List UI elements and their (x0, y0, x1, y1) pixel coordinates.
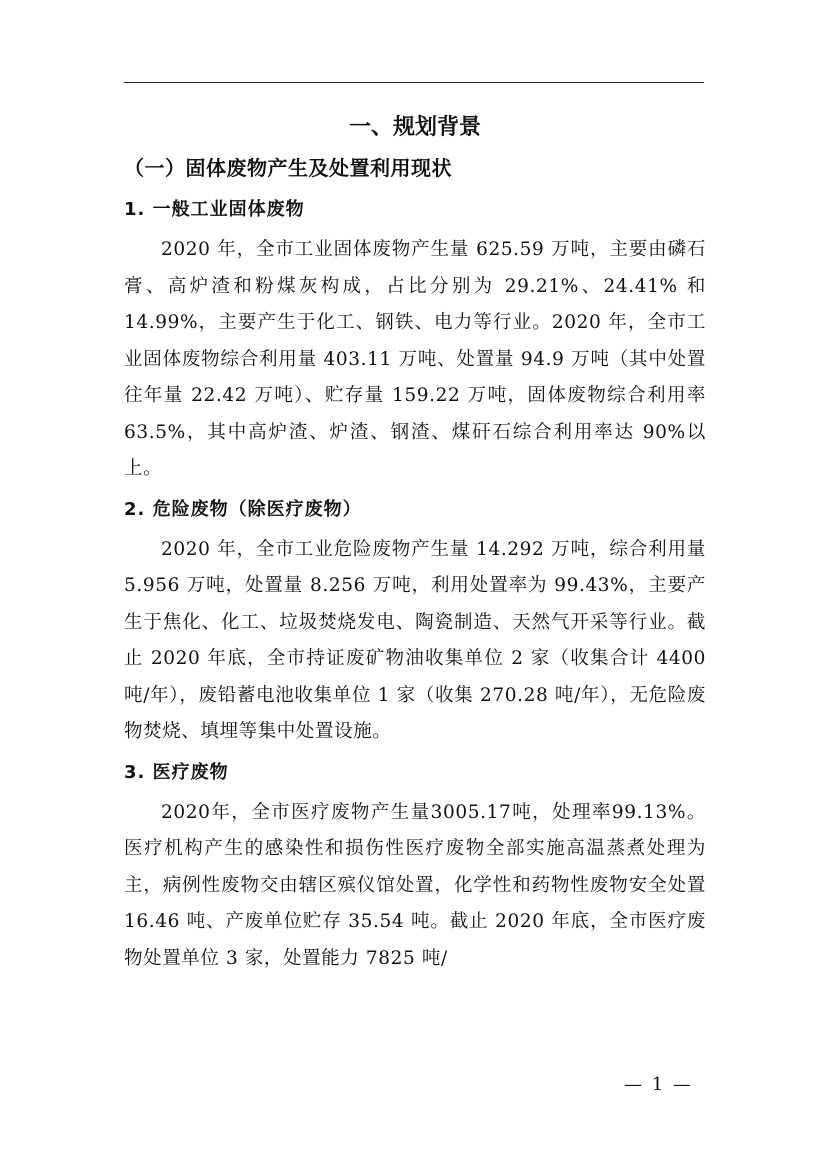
paragraph-general-industrial: 2020 年，全市工业固体废物产生量 625.59 万吨，主要由磷石膏、高炉渣和粉煤灰构成，占比分别为 29.21%、24.41% 和 14.99%，主要产生于化工、钢铁、电力等行业。2020 年，全市工业固体废物综合利用量 403.11 万吨、处置量 94.9 万吨（其中处置往年量 22.42 万吨）、贮存量 159.22 万吨，固体废物综合利用率 63.5%，其中高炉渣、炉渣、钢渣、煤矸石综合利用率达 90%以上。 (124, 239, 706, 479)
document-title: 一、规划背景 (348, 115, 481, 140)
subsection-heading-hazardous: 2. 危险废物（除医疗废物） (124, 498, 362, 520)
header-rule (124, 82, 704, 83)
subsection-heading-medical: 3. 医疗废物 (124, 761, 229, 783)
subsection-heading-general-industrial: 1. 一般工业固体废物 (124, 199, 305, 220)
paragraph-medical: 2020年，全市医疗废物产生量3005.17吨，处理率99.13%。医疗机构产生的感染性和损伤性医疗废物全部实施高温蒸煮处理为主，病例性废物交由辖区殡仪馆处置，化学性和药物性废物安全处置 16.46 吨、产废单位贮存 35.54 吨。截止 2020 年底，全市医疗废物处置单位 3 家，处置能力 7825 吨/ (124, 801, 706, 969)
page-number: — 1 — (624, 1074, 693, 1095)
document-body (124, 108, 706, 977)
paragraph-hazardous: 2020 年，全市工业危险废物产生量 14.292 万吨，综合利用量 5.956 万吨，处置量 8.256 万吨，利用处置率为 99.43%，主要产生于焦化、化工、垃圾焚烧发电、陶瓷制造、天然气开采等行业。截止 2020 年底，全市持证废矿物油收集单位 2 家（收集合计 4400 吨/年），废铅蓄电池收集单位 1 家（收集 270.28 吨/年），无危险废物焚烧、填埋等集中处置设施。 (124, 538, 706, 742)
section-heading: （一）固体废物产生及处置利用现状 (124, 156, 452, 180)
